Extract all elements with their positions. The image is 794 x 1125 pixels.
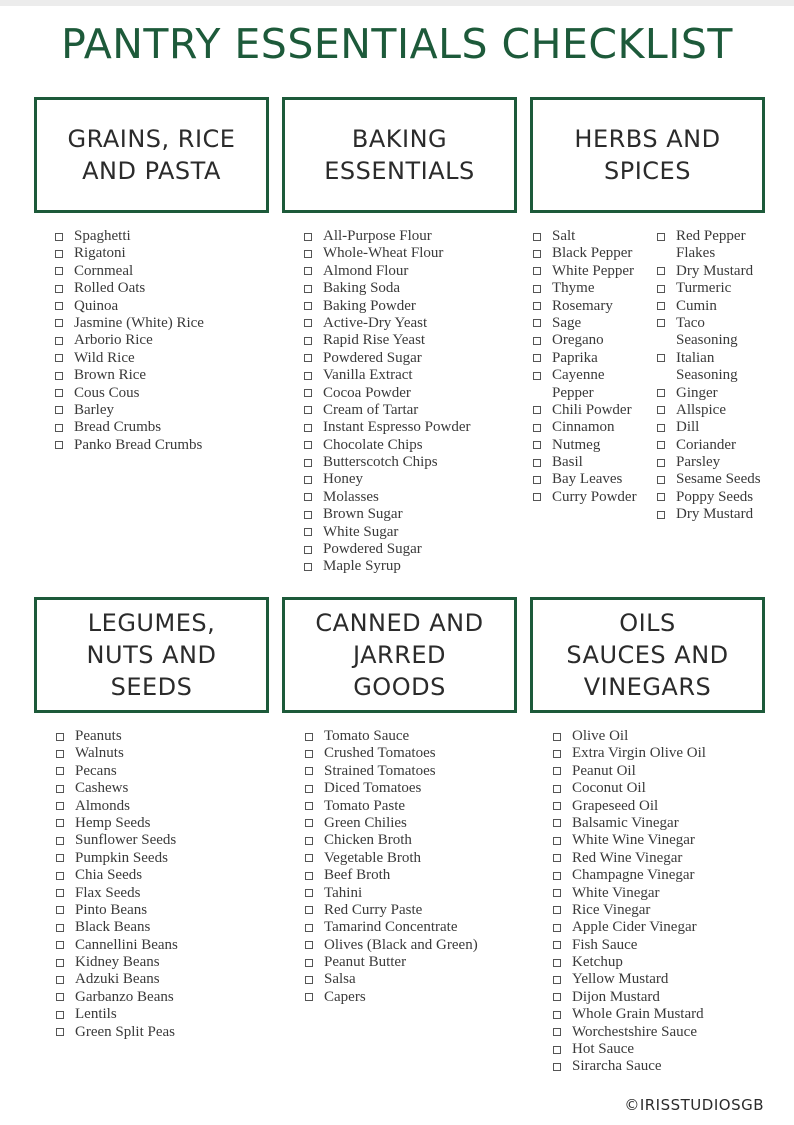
checkbox-rapid-rise-yeast[interactable] <box>304 337 312 345</box>
item-label: Bay Leaves <box>552 471 623 488</box>
item-label: Quinoa <box>74 297 119 314</box>
checkbox-coriander[interactable] <box>657 441 665 449</box>
checkbox-dry-mustard[interactable] <box>657 267 665 275</box>
item-label: Brown Rice <box>74 367 147 384</box>
item-label: Baking Powder <box>323 297 416 314</box>
checkbox-champagne-vinegar[interactable] <box>553 872 561 880</box>
checkbox-barley[interactable] <box>55 406 63 414</box>
section-heading-line: LEGUMES, <box>87 609 216 637</box>
checkbox-red-pepper[interactable] <box>657 233 665 241</box>
checkbox-beef-broth[interactable] <box>305 872 313 880</box>
checkbox-instant-espresso-powder[interactable] <box>304 424 312 432</box>
checkbox-pumpkin-seeds[interactable] <box>56 854 64 862</box>
section-heading-box <box>282 597 517 713</box>
checkbox-hot-sauce[interactable] <box>553 1046 561 1054</box>
item-label: Sunflower Seeds <box>75 832 177 849</box>
item-label: Barley <box>74 401 114 418</box>
item-label: Dry Mustard <box>676 262 754 279</box>
item-label: Red Pepper <box>676 228 746 244</box>
checkbox-kidney-beans[interactable] <box>56 959 64 967</box>
item-label: Red Wine Vinegar <box>572 849 683 866</box>
item-label: Cream of Tartar <box>323 401 419 418</box>
item-label: Dry Mustard <box>676 506 754 523</box>
item-label: Almond Flour <box>323 262 409 279</box>
item-label: Active-Dry Yeast <box>323 314 428 331</box>
checkbox-cinnamon[interactable] <box>533 424 541 432</box>
checkbox-green-chilies[interactable] <box>305 819 313 827</box>
checkbox-italian[interactable] <box>657 354 665 362</box>
item-label: Ketchup <box>572 954 623 971</box>
item-label: Tahini <box>324 884 363 901</box>
checkbox-paprika[interactable] <box>533 354 541 362</box>
item-label: Olive Oil <box>572 728 629 744</box>
item-label: Tamarind Concentrate <box>324 919 458 936</box>
checkbox-peanut-butter[interactable] <box>305 959 313 967</box>
item-label: Seasoning <box>676 367 738 384</box>
item-label: Strained Tomatoes <box>324 762 436 779</box>
item-label: Fish Sauce <box>572 936 638 953</box>
item-label: Cannellini Beans <box>75 936 178 953</box>
section-heading-line: GOODS <box>353 673 446 701</box>
item-label: Pecans <box>75 762 117 779</box>
checkbox-active-dry-yeast[interactable] <box>304 319 312 327</box>
checkbox-baking-soda[interactable] <box>304 285 312 293</box>
checkbox-pinto-beans[interactable] <box>56 906 64 914</box>
checkbox-salsa[interactable] <box>305 976 313 984</box>
item-label: Paprika <box>552 349 598 366</box>
section-heading-line: SEEDS <box>110 673 193 701</box>
checkbox-brown-rice[interactable] <box>55 372 63 380</box>
checkbox-allspice[interactable] <box>657 406 665 414</box>
checkbox-wild-rice[interactable] <box>55 354 63 362</box>
item-label: Butterscotch Chips <box>323 454 438 471</box>
checkbox-black-beans[interactable] <box>56 924 64 932</box>
checkbox-white-sugar[interactable] <box>304 528 312 536</box>
checkbox-cayenne[interactable] <box>533 372 541 380</box>
checkbox-cous-cous[interactable] <box>55 389 63 397</box>
checkbox-all-purpose-flour[interactable] <box>304 233 312 241</box>
checkbox-sesame-seeds[interactable] <box>657 476 665 484</box>
checkbox-vegetable-broth[interactable] <box>305 854 313 862</box>
checkbox-rolled-oats[interactable] <box>55 285 63 293</box>
item-label: Rice Vinegar <box>572 901 651 918</box>
checkbox-cornmeal[interactable] <box>55 267 63 275</box>
item-label: Vegetable Broth <box>324 849 422 866</box>
checkbox-taco[interactable] <box>657 319 665 327</box>
item-label: Chia Seeds <box>75 867 143 884</box>
checkbox-bay-leaves[interactable] <box>533 476 541 484</box>
item-label: Rosemary <box>552 297 613 314</box>
item-label: Vanilla Extract <box>323 367 413 384</box>
item-label: Extra Virgin Olive Oil <box>572 745 706 762</box>
item-label: Spaghetti <box>74 228 131 244</box>
checkbox-salt[interactable] <box>533 233 541 241</box>
item-label: Dill <box>676 419 700 436</box>
checkbox-vanilla-extract[interactable] <box>304 372 312 380</box>
checkbox-olive-oil[interactable] <box>553 733 561 741</box>
section-heading-line: CANNED AND <box>315 609 484 637</box>
item-label: Chocolate Chips <box>323 436 423 453</box>
checkbox-basil[interactable] <box>533 459 541 467</box>
checkbox-white-vinegar[interactable] <box>553 889 561 897</box>
section-heading-box <box>530 97 765 213</box>
checkbox-sunflower-seeds[interactable] <box>56 837 64 845</box>
item-label: Coconut Oil <box>572 780 646 797</box>
item-label: Rolled Oats <box>74 280 146 297</box>
checkbox-rosemary[interactable] <box>533 302 541 310</box>
section-heading-box <box>530 597 765 713</box>
checkbox-quinoa[interactable] <box>55 302 63 310</box>
section-heading-box <box>282 97 517 213</box>
checkbox-fish-sauce[interactable] <box>553 941 561 949</box>
checkbox-olives-black-and-green[interactable] <box>305 941 313 949</box>
item-label: Walnuts <box>75 745 124 762</box>
checkbox-yellow-mustard[interactable] <box>553 976 561 984</box>
item-label: Olives (Black and Green) <box>324 936 478 953</box>
checkbox-lentils[interactable] <box>56 1011 64 1019</box>
item-label: Whole-Wheat Flour <box>323 245 444 262</box>
page-title: PANTRY ESSENTIALS CHECKLIST <box>61 20 733 68</box>
item-label: Apple Cider Vinegar <box>572 919 697 936</box>
checkbox-red-curry-paste[interactable] <box>305 906 313 914</box>
item-label: Cashews <box>75 780 129 797</box>
checkbox-apple-cider-vinegar[interactable] <box>553 924 561 932</box>
section-heading-line: GRAINS, RICE <box>67 125 236 153</box>
checkbox-rice-vinegar[interactable] <box>553 906 561 914</box>
item-label: Worchestshire Sauce <box>572 1023 697 1040</box>
item-label: Panko Bread Crumbs <box>74 436 203 453</box>
section-heading-box <box>34 597 269 713</box>
top-edge-strip <box>0 0 794 6</box>
item-label: Basil <box>552 454 583 471</box>
item-label: White Pepper <box>552 262 635 279</box>
checkbox-nutmeg[interactable] <box>533 441 541 449</box>
item-label: Sesame Seeds <box>676 471 761 488</box>
item-label: Curry Powder <box>552 488 637 505</box>
item-label: Instant Espresso Powder <box>323 419 471 436</box>
checkbox-rigatoni[interactable] <box>55 250 63 258</box>
checkbox-bread-crumbs[interactable] <box>55 424 63 432</box>
item-label: Chili Powder <box>552 401 632 418</box>
item-label: Black Beans <box>75 919 151 936</box>
item-label: White Sugar <box>323 523 399 540</box>
section-heading-line: SAUCES AND <box>566 641 729 669</box>
checkbox-chia-seeds[interactable] <box>56 872 64 880</box>
item-label: Salsa <box>324 971 356 988</box>
checkbox-honey[interactable] <box>304 476 312 484</box>
item-label: Rapid Rise Yeast <box>323 332 426 349</box>
item-label: Kidney Beans <box>75 954 160 971</box>
checkbox-chicken-broth[interactable] <box>305 837 313 845</box>
section-heading-line: OILS <box>619 609 676 637</box>
item-label: Tomato Sauce <box>324 728 410 744</box>
checkbox-red-wine-vinegar[interactable] <box>553 854 561 862</box>
item-label: Cous Cous <box>74 384 140 401</box>
item-label: Maple Syrup <box>323 558 401 575</box>
item-label: Capers <box>324 988 366 1005</box>
checkbox-oregano[interactable] <box>533 337 541 345</box>
checkbox-worchestshire-sauce[interactable] <box>553 1028 561 1036</box>
checkbox-grapeseed-oil[interactable] <box>553 802 561 810</box>
checkbox-brown-sugar[interactable] <box>304 511 312 519</box>
item-label: Ginger <box>676 384 718 401</box>
checkbox-cocoa-powder[interactable] <box>304 389 312 397</box>
item-label: All-Purpose Flour <box>323 228 432 244</box>
item-label: Champagne Vinegar <box>572 867 695 884</box>
item-label: Adzuki Beans <box>75 971 160 988</box>
item-label: Almonds <box>75 797 131 814</box>
item-label: Coriander <box>676 436 736 453</box>
checkbox-capers[interactable] <box>305 993 313 1001</box>
item-label: Grapeseed Oil <box>572 797 659 814</box>
checkbox-hemp-seeds[interactable] <box>56 819 64 827</box>
item-label: Pumpkin Seeds <box>75 849 168 866</box>
item-label: Powdered Sugar <box>323 349 422 366</box>
item-label: Balsamic Vinegar <box>572 814 679 831</box>
copyright-footer: ©IRISSTUDIOSGB <box>624 1096 764 1114</box>
checkbox-turmeric[interactable] <box>657 285 665 293</box>
checkbox-diced-tomatoes[interactable] <box>305 785 313 793</box>
checkbox-ketchup[interactable] <box>553 959 561 967</box>
item-label: Hemp Seeds <box>75 814 151 831</box>
item-label: Yellow Mustard <box>572 971 669 988</box>
item-label: Cornmeal <box>74 262 134 279</box>
checkbox-flax-seeds[interactable] <box>56 889 64 897</box>
item-label: Diced Tomatoes <box>324 780 422 797</box>
checkbox-spaghetti[interactable] <box>55 233 63 241</box>
item-label: Flakes <box>676 245 716 262</box>
checkbox-thyme[interactable] <box>533 285 541 293</box>
item-label: Bread Crumbs <box>74 419 162 436</box>
checkbox-cannellini-beans[interactable] <box>56 941 64 949</box>
checkbox-curry-powder[interactable] <box>533 493 541 501</box>
item-label: Thyme <box>552 280 595 297</box>
checkbox-garbanzo-beans[interactable] <box>56 993 64 1001</box>
checkbox-tamarind-concentrate[interactable] <box>305 924 313 932</box>
item-label: Pinto Beans <box>75 901 148 918</box>
item-label: Poppy Seeds <box>676 488 754 505</box>
item-label: Italian <box>676 349 715 366</box>
item-label: Baking Soda <box>323 280 401 297</box>
item-label: Red Curry Paste <box>324 901 423 918</box>
item-label: Oregano <box>552 332 604 349</box>
checkbox-cumin[interactable] <box>657 302 665 310</box>
item-label: Green Split Peas <box>75 1023 175 1040</box>
checkbox-white-pepper[interactable] <box>533 267 541 275</box>
checkbox-coconut-oil[interactable] <box>553 785 561 793</box>
item-label: Parsley <box>676 454 721 471</box>
checkbox-crushed-tomatoes[interactable] <box>305 750 313 758</box>
item-label: Cocoa Powder <box>323 384 411 401</box>
checkbox-arborio-rice[interactable] <box>55 337 63 345</box>
section-heading-line: AND PASTA <box>82 157 221 185</box>
checkbox-almond-flour[interactable] <box>304 267 312 275</box>
checkbox-balsamic-vinegar[interactable] <box>553 819 561 827</box>
checkbox-poppy-seeds[interactable] <box>657 493 665 501</box>
checkbox-almonds[interactable] <box>56 802 64 810</box>
checkbox-whole-grain-mustard[interactable] <box>553 1011 561 1019</box>
item-label: Crushed Tomatoes <box>324 745 436 762</box>
item-label: Whole Grain Mustard <box>572 1006 704 1023</box>
checkbox-ginger[interactable] <box>657 389 665 397</box>
item-label: Pepper <box>552 384 594 401</box>
item-label: Cayenne <box>552 367 605 384</box>
checkbox-peanuts[interactable] <box>56 733 64 741</box>
checkbox-butterscotch-chips[interactable] <box>304 459 312 467</box>
item-label: Dijon Mustard <box>572 988 660 1005</box>
checkbox-adzuki-beans[interactable] <box>56 976 64 984</box>
item-label: Rigatoni <box>74 245 126 262</box>
checkbox-green-split-peas[interactable] <box>56 1028 64 1036</box>
item-label: Black Pepper <box>552 245 633 262</box>
checkbox-powdered-sugar[interactable] <box>304 354 312 362</box>
item-label: Turmeric <box>676 280 732 297</box>
section-heading-line: HERBS AND <box>574 125 721 153</box>
checkbox-cream-of-tartar[interactable] <box>304 406 312 414</box>
checkbox-cashews[interactable] <box>56 785 64 793</box>
item-label: Sirarcha Sauce <box>572 1058 662 1075</box>
item-label: Hot Sauce <box>572 1041 635 1058</box>
checkbox-panko-bread-crumbs[interactable] <box>55 441 63 449</box>
checkbox-walnuts[interactable] <box>56 750 64 758</box>
checkbox-baking-powder[interactable] <box>304 302 312 310</box>
checkbox-whole-wheat-flour[interactable] <box>304 250 312 258</box>
checkbox-powdered-sugar[interactable] <box>304 546 312 554</box>
checkbox-tomato-sauce[interactable] <box>305 733 313 741</box>
checkbox-black-pepper[interactable] <box>533 250 541 258</box>
item-label: Garbanzo Beans <box>75 988 174 1005</box>
checkbox-dijon-mustard[interactable] <box>553 993 561 1001</box>
checkbox-white-wine-vinegar[interactable] <box>553 837 561 845</box>
checkbox-parsley[interactable] <box>657 459 665 467</box>
section-heading-line: ESSENTIALS <box>324 157 475 185</box>
checkbox-pecans[interactable] <box>56 767 64 775</box>
checkbox-sirarcha-sauce[interactable] <box>553 1063 561 1071</box>
item-label: Salt <box>552 228 576 244</box>
item-label: Cinnamon <box>552 419 615 436</box>
item-label: White Vinegar <box>572 884 660 901</box>
item-label: Allspice <box>676 401 726 418</box>
item-label: Seasoning <box>676 332 738 349</box>
section-heading-line: BAKING <box>351 125 448 153</box>
item-label: Powdered Sugar <box>323 541 422 558</box>
item-label: Green Chilies <box>324 814 407 831</box>
checkbox-maple-syrup[interactable] <box>304 563 312 571</box>
section-heading-line: NUTS AND <box>86 641 217 669</box>
item-label: Jasmine (White) Rice <box>74 314 204 331</box>
item-label: Peanut Butter <box>324 954 407 971</box>
item-label: Peanuts <box>75 728 122 744</box>
item-label: Taco <box>676 314 705 331</box>
checkbox-sage[interactable] <box>533 319 541 327</box>
checkbox-peanut-oil[interactable] <box>553 767 561 775</box>
item-label: Wild Rice <box>74 349 135 366</box>
item-label: Sage <box>552 314 582 331</box>
checkbox-chocolate-chips[interactable] <box>304 441 312 449</box>
checkbox-extra-virgin-olive-oil[interactable] <box>553 750 561 758</box>
checkbox-tomato-paste[interactable] <box>305 802 313 810</box>
checkbox-dill[interactable] <box>657 424 665 432</box>
checkbox-chili-powder[interactable] <box>533 406 541 414</box>
checkbox-dry-mustard[interactable] <box>657 511 665 519</box>
item-label: White Wine Vinegar <box>572 832 695 849</box>
item-label: Molasses <box>323 488 379 505</box>
item-label: Beef Broth <box>324 867 391 884</box>
item-label: Arborio Rice <box>74 332 153 349</box>
checkbox-jasmine-white-rice[interactable] <box>55 319 63 327</box>
checkbox-molasses[interactable] <box>304 493 312 501</box>
item-label: Chicken Broth <box>324 832 412 849</box>
checkbox-tahini[interactable] <box>305 889 313 897</box>
item-label: Peanut Oil <box>572 762 636 779</box>
checkbox-strained-tomatoes[interactable] <box>305 767 313 775</box>
item-label: Lentils <box>75 1006 117 1023</box>
item-label: Tomato Paste <box>324 797 406 814</box>
section-heading-line: VINEGARS <box>583 673 712 701</box>
section-heading-line: SPICES <box>604 157 691 185</box>
item-label: Brown Sugar <box>323 506 403 523</box>
section-heading-box <box>34 97 269 213</box>
item-label: Flax Seeds <box>75 884 141 901</box>
section-heading-line: JARRED <box>352 641 447 669</box>
item-label: Cumin <box>676 297 717 314</box>
item-label: Nutmeg <box>552 436 601 453</box>
item-label: Honey <box>323 471 363 488</box>
